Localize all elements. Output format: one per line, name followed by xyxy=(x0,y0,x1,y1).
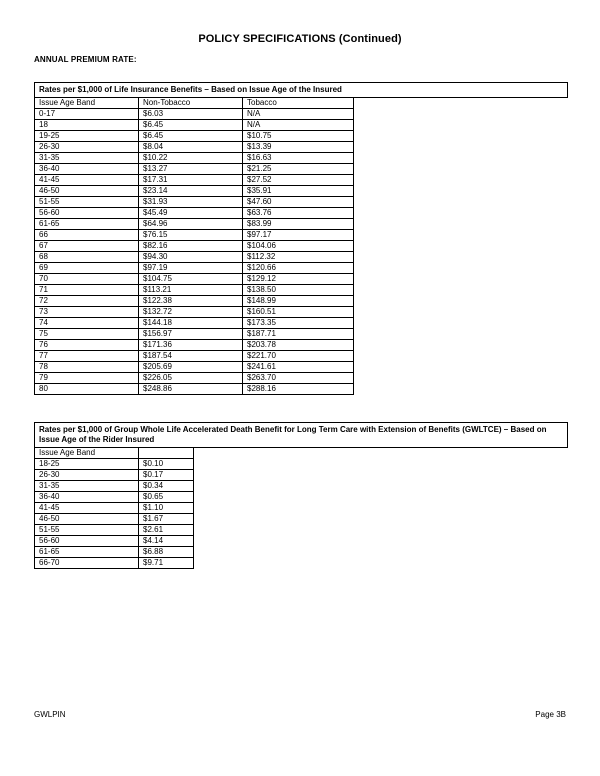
row-spacer-cell xyxy=(354,351,568,362)
row-spacer-cell xyxy=(194,459,568,470)
row-spacer-cell xyxy=(354,307,568,318)
cell-rate: $83.99 xyxy=(243,219,354,230)
cell-rate: $0.17 xyxy=(139,470,194,481)
cell-rate: $122.38 xyxy=(139,296,243,307)
cell-rate: $132.72 xyxy=(139,307,243,318)
table-row xyxy=(35,329,568,340)
cell-age-band: 78 xyxy=(35,362,139,373)
cell-age-band: 66 xyxy=(35,230,139,241)
cell-age-band: 31-35 xyxy=(35,153,139,164)
row-spacer-cell xyxy=(354,340,568,351)
table-row xyxy=(35,186,568,197)
table-row xyxy=(35,492,568,503)
row-spacer-cell xyxy=(354,153,568,164)
cell-rate: $248.86 xyxy=(139,384,243,395)
cell-age-band: 76 xyxy=(35,340,139,351)
cell-age-band: 70 xyxy=(35,274,139,285)
cell-rate: $97.19 xyxy=(139,263,243,274)
cell-age-band: 66-70 xyxy=(35,558,139,569)
cell-age-band: 36-40 xyxy=(35,492,139,503)
table-header-row xyxy=(35,98,568,109)
cell-rate: $0.34 xyxy=(139,481,194,492)
cell-rate: $9.71 xyxy=(139,558,194,569)
cell-rate: $23.14 xyxy=(139,186,243,197)
cell-rate: $1.67 xyxy=(139,514,194,525)
table-row xyxy=(35,470,568,481)
cell-rate: $221.70 xyxy=(243,351,354,362)
row-spacer-cell xyxy=(354,120,568,131)
cell-age-band: 19-25 xyxy=(35,131,139,142)
table-row xyxy=(35,459,568,470)
footer-form-number: GWLPIN xyxy=(34,710,66,719)
cell-age-band: 75 xyxy=(35,329,139,340)
cell-rate: $10.22 xyxy=(139,153,243,164)
row-spacer-cell xyxy=(354,131,568,142)
column-header-1: Non-Tobacco xyxy=(139,98,243,109)
cell-rate: $160.51 xyxy=(243,307,354,318)
row-spacer-cell xyxy=(194,470,568,481)
cell-rate: $6.88 xyxy=(139,547,194,558)
table-row xyxy=(35,536,568,547)
cell-age-band: 73 xyxy=(35,307,139,318)
cell-rate: $226.05 xyxy=(139,373,243,384)
cell-rate: $63.76 xyxy=(243,208,354,219)
cell-rate: $6.03 xyxy=(139,109,243,120)
row-spacer-cell xyxy=(354,373,568,384)
footer-page-number: Page 3B xyxy=(535,710,566,719)
cell-rate: $2.61 xyxy=(139,525,194,536)
row-spacer-cell xyxy=(354,362,568,373)
cell-age-band: 26-30 xyxy=(35,142,139,153)
cell-age-band: 0-17 xyxy=(35,109,139,120)
cell-rate: $13.39 xyxy=(243,142,354,153)
table-row xyxy=(35,263,568,274)
cell-rate: $47.60 xyxy=(243,197,354,208)
cell-rate: $171.36 xyxy=(139,340,243,351)
row-spacer-cell xyxy=(354,208,568,219)
table-row xyxy=(35,296,568,307)
cell-rate: $16.63 xyxy=(243,153,354,164)
table-banner: Rates per $1,000 of Group Whole Life Accelerated Death Benefit for Long Term Care with Extension of Benefits (GWLTCE) – Based on Issue Age of the Rider Insured xyxy=(35,423,568,448)
page-footer xyxy=(34,710,566,719)
cell-age-band: 80 xyxy=(35,384,139,395)
cell-rate: N/A xyxy=(243,109,354,120)
cell-rate: $205.69 xyxy=(139,362,243,373)
cell-age-band: 31-35 xyxy=(35,481,139,492)
column-header-0: Issue Age Band xyxy=(35,448,139,459)
table-row xyxy=(35,558,568,569)
cell-rate: $8.04 xyxy=(139,142,243,153)
row-spacer-cell xyxy=(194,558,568,569)
cell-rate: $263.70 xyxy=(243,373,354,384)
cell-rate: $27.52 xyxy=(243,175,354,186)
annual-premium-rate-label: ANNUAL PREMIUM RATE: xyxy=(34,55,137,64)
cell-rate: $144.18 xyxy=(139,318,243,329)
cell-rate: $21.25 xyxy=(243,164,354,175)
cell-age-band: 18 xyxy=(35,120,139,131)
header-spacer-cell xyxy=(194,448,568,459)
cell-rate: $31.93 xyxy=(139,197,243,208)
table-row xyxy=(35,197,568,208)
table-row xyxy=(35,373,568,384)
cell-rate: $138.50 xyxy=(243,285,354,296)
table-row xyxy=(35,208,568,219)
table-row xyxy=(35,252,568,263)
row-spacer-cell xyxy=(194,536,568,547)
row-spacer-cell xyxy=(354,197,568,208)
cell-age-band: 56-60 xyxy=(35,536,139,547)
row-spacer-cell xyxy=(194,503,568,514)
column-header-0: Issue Age Band xyxy=(35,98,139,109)
cell-rate: $94.30 xyxy=(139,252,243,263)
cell-rate: $187.71 xyxy=(243,329,354,340)
row-spacer-cell xyxy=(354,384,568,395)
cell-age-band: 26-30 xyxy=(35,470,139,481)
table-banner-row xyxy=(35,83,568,98)
table-row xyxy=(35,153,568,164)
cell-rate: $148.99 xyxy=(243,296,354,307)
cell-rate: $0.10 xyxy=(139,459,194,470)
table-row xyxy=(35,274,568,285)
row-spacer-cell xyxy=(354,318,568,329)
cell-rate: $113.21 xyxy=(139,285,243,296)
cell-rate: N/A xyxy=(243,120,354,131)
row-spacer-cell xyxy=(354,285,568,296)
table-row xyxy=(35,525,568,536)
row-spacer-cell xyxy=(194,514,568,525)
table-row xyxy=(35,142,568,153)
header-spacer-cell xyxy=(354,98,568,109)
table-row xyxy=(35,219,568,230)
cell-rate: $129.12 xyxy=(243,274,354,285)
gwltce-rate-table xyxy=(34,422,568,569)
cell-rate: $120.66 xyxy=(243,263,354,274)
cell-rate: $4.14 xyxy=(139,536,194,547)
table-row xyxy=(35,285,568,296)
table-row xyxy=(35,120,568,131)
table-row xyxy=(35,109,568,120)
table-row xyxy=(35,241,568,252)
cell-age-band: 61-65 xyxy=(35,219,139,230)
cell-age-band: 67 xyxy=(35,241,139,252)
column-header-2: Tobacco xyxy=(243,98,354,109)
gwltce-table-body xyxy=(35,423,568,569)
table-row xyxy=(35,307,568,318)
row-spacer-cell xyxy=(354,142,568,153)
cell-age-band: 41-45 xyxy=(35,175,139,186)
row-spacer-cell xyxy=(354,252,568,263)
cell-rate: $76.15 xyxy=(139,230,243,241)
table-row xyxy=(35,384,568,395)
cell-age-band: 41-45 xyxy=(35,503,139,514)
cell-rate: $288.16 xyxy=(243,384,354,395)
cell-age-band: 51-55 xyxy=(35,525,139,536)
cell-rate: $203.78 xyxy=(243,340,354,351)
table-row xyxy=(35,318,568,329)
cell-rate: $0.65 xyxy=(139,492,194,503)
cell-age-band: 79 xyxy=(35,373,139,384)
table-row xyxy=(35,481,568,492)
cell-rate: $6.45 xyxy=(139,120,243,131)
cell-age-band: 71 xyxy=(35,285,139,296)
row-spacer-cell xyxy=(354,175,568,186)
cell-age-band: 36-40 xyxy=(35,164,139,175)
table-row xyxy=(35,131,568,142)
cell-rate: $156.97 xyxy=(139,329,243,340)
table-row xyxy=(35,175,568,186)
cell-rate: $241.61 xyxy=(243,362,354,373)
life-insurance-rate-table xyxy=(34,82,568,395)
cell-rate: $187.54 xyxy=(139,351,243,362)
cell-rate: $1.10 xyxy=(139,503,194,514)
row-spacer-cell xyxy=(194,481,568,492)
cell-rate: $173.35 xyxy=(243,318,354,329)
page-title: POLICY SPECIFICATIONS (Continued) xyxy=(198,33,402,45)
cell-age-band: 68 xyxy=(35,252,139,263)
row-spacer-cell xyxy=(354,329,568,340)
cell-rate: $82.16 xyxy=(139,241,243,252)
table-row xyxy=(35,351,568,362)
cell-age-band: 46-50 xyxy=(35,514,139,525)
row-spacer-cell xyxy=(354,186,568,197)
table-row xyxy=(35,340,568,351)
table-row xyxy=(35,164,568,175)
cell-rate: $13.27 xyxy=(139,164,243,175)
cell-age-band: 72 xyxy=(35,296,139,307)
cell-rate: $64.96 xyxy=(139,219,243,230)
table-row xyxy=(35,230,568,241)
row-spacer-cell xyxy=(194,547,568,558)
cell-rate: $10.75 xyxy=(243,131,354,142)
cell-rate: $35.91 xyxy=(243,186,354,197)
table-header-row xyxy=(35,448,568,459)
table-row xyxy=(35,503,568,514)
row-spacer-cell xyxy=(354,109,568,120)
cell-rate: $112.32 xyxy=(243,252,354,263)
row-spacer-cell xyxy=(354,164,568,175)
row-spacer-cell xyxy=(194,492,568,503)
cell-age-band: 46-50 xyxy=(35,186,139,197)
cell-age-band: 77 xyxy=(35,351,139,362)
row-spacer-cell xyxy=(194,525,568,536)
row-spacer-cell xyxy=(354,296,568,307)
table-row xyxy=(35,514,568,525)
cell-age-band: 74 xyxy=(35,318,139,329)
cell-rate: $104.75 xyxy=(139,274,243,285)
row-spacer-cell xyxy=(354,219,568,230)
cell-age-band: 56-60 xyxy=(35,208,139,219)
cell-rate: $45.49 xyxy=(139,208,243,219)
cell-rate: $17.31 xyxy=(139,175,243,186)
cell-rate: $97.17 xyxy=(243,230,354,241)
cell-age-band: 61-65 xyxy=(35,547,139,558)
cell-age-band: 18-25 xyxy=(35,459,139,470)
cell-rate: $6.45 xyxy=(139,131,243,142)
life-table-body xyxy=(35,83,568,395)
table-banner: Rates per $1,000 of Life Insurance Benefits – Based on Issue Age of the Insured xyxy=(35,83,568,98)
column-header-1 xyxy=(139,448,194,459)
table-banner-row xyxy=(35,423,568,448)
row-spacer-cell xyxy=(354,241,568,252)
table-row xyxy=(35,362,568,373)
row-spacer-cell xyxy=(354,274,568,285)
cell-rate: $104.06 xyxy=(243,241,354,252)
cell-age-band: 51-55 xyxy=(35,197,139,208)
table-row xyxy=(35,547,568,558)
cell-age-band: 69 xyxy=(35,263,139,274)
row-spacer-cell xyxy=(354,230,568,241)
row-spacer-cell xyxy=(354,263,568,274)
